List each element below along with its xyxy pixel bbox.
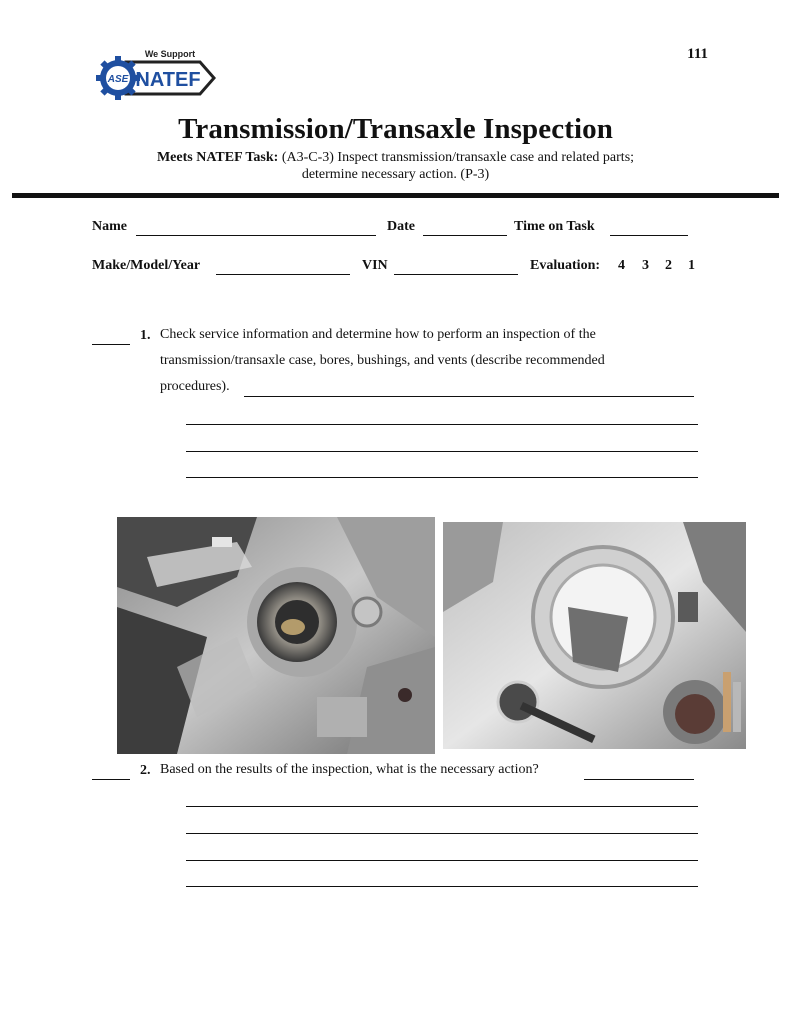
question-2-checkoff-line[interactable] — [92, 779, 130, 780]
question-2-line-1: Based on the results of the inspection, what is the necessary action? — [160, 762, 539, 777]
question-1-answer-line[interactable] — [186, 451, 698, 452]
page-title: Transmission/Transaxle Inspection — [178, 113, 613, 145]
question-1-answer-line[interactable] — [186, 424, 698, 425]
transaxle-case-interior-photo — [443, 522, 746, 749]
task-description-1: (A3-C-3) Inspect transmission/transaxle case and related parts; — [281, 150, 635, 165]
task-line-2: determine necessary action. (P-3) — [301, 167, 490, 182]
evaluation-score-3[interactable]: 3 — [642, 258, 649, 273]
evaluation-label: Evaluation: — [530, 258, 601, 273]
transmission-case-bore-photo-icon — [117, 517, 435, 754]
transaxle-case-interior-photo-icon — [443, 522, 746, 749]
question-2-number: 2. — [140, 763, 151, 778]
question-2-answer-line[interactable] — [186, 806, 698, 807]
page-number: 111 — [687, 46, 708, 62]
name-field[interactable] — [136, 235, 376, 236]
task-line-1 — [0, 150, 791, 166]
make-model-year-field[interactable] — [216, 274, 350, 275]
transmission-case-bore-photo — [117, 517, 435, 754]
question-2-answer-line[interactable] — [186, 886, 698, 887]
time-on-task-label: Time on Task — [514, 219, 595, 234]
time-on-task-field[interactable] — [610, 235, 688, 236]
header-divider — [12, 193, 779, 198]
question-1-answer-line[interactable] — [186, 477, 698, 478]
task-label: Meets NATEF Task: — [156, 150, 279, 165]
name-label: Name — [92, 219, 127, 234]
vin-field[interactable] — [394, 274, 518, 275]
vin-label: VIN — [362, 258, 388, 273]
logo-name: NATEF — [135, 69, 201, 91]
question-2-answer-line[interactable] — [584, 779, 694, 780]
evaluation-score-2[interactable]: 2 — [665, 258, 672, 273]
date-field[interactable] — [423, 235, 507, 236]
evaluation-score-4[interactable]: 4 — [618, 258, 625, 273]
evaluation-score-1[interactable]: 1 — [688, 258, 695, 273]
make-model-year-label: Make/Model/Year — [92, 258, 201, 273]
question-1-line-2: transmission/transaxle case, bores, bushings, and vents (describe recommended — [160, 353, 605, 368]
date-label: Date — [387, 219, 415, 234]
question-2-answer-line[interactable] — [186, 833, 698, 834]
question-2-answer-line[interactable] — [186, 860, 698, 861]
question-1-answer-line[interactable] — [244, 396, 694, 397]
logo-tagline: We Support — [144, 49, 196, 59]
question-1-line-3: procedures). — [160, 379, 230, 394]
ase-natef-logo — [96, 46, 224, 110]
question-1-line-1: Check service information and determine how to perform an inspection of the — [160, 327, 596, 342]
ase-natef-key-logo-icon — [96, 46, 224, 110]
question-1-number: 1. — [140, 328, 151, 343]
logo-badge: ASE — [107, 74, 129, 85]
question-1-checkoff-line[interactable] — [92, 344, 130, 345]
